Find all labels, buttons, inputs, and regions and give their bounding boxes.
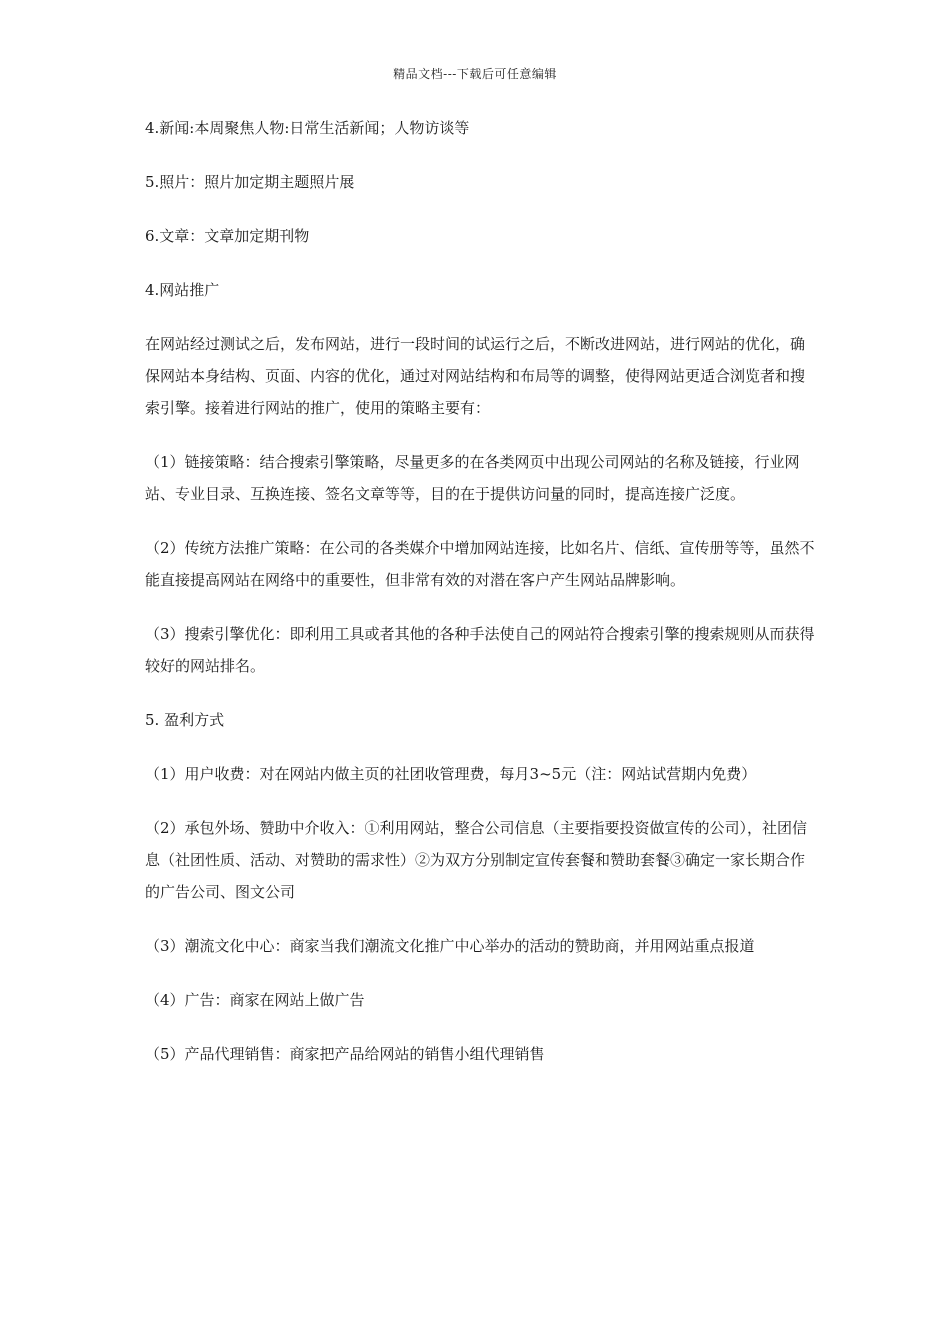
paragraph-articles: 6.文章：文章加定期刊物 — [145, 227, 310, 245]
paragraph-sponsorship: （2）承包外场、赞助中介收入：①利用网站，整合公司信息（主要指要投资做宣传的公司），社团信息（社团性质、活动、对赞助的需求性）②为双方分别制定宣传套餐和赞助套餐③确定一家长期合作的广告公司、图文公司 — [145, 819, 808, 901]
paragraph-agency-sales: （5）产品代理销售：商家把产品给网站的销售小组代理销售 — [145, 1045, 545, 1063]
paragraph-photos: 5.照片：照片加定期主题照片展 — [145, 173, 355, 191]
paragraph-user-fees: （1）用户收费：对在网站内做主页的社团收管理费，每月3~5元（注：网站试营期内免费） — [145, 765, 757, 783]
section-heading-profit: 5. 盈利方式 — [145, 711, 225, 729]
paragraph-promotion-intro: 在网站经过测试之后，发布网站，进行一段时间的试运行之后，不断改进网站，进行网站的优化，确保网站本身结构、页面、内容的优化，通过对网站结构和布局等的调整，使得网站更适合浏览者和搜索引擎。接着进行网站的推广，使用的策略主要有： — [145, 335, 806, 417]
paragraph-culture-center: （3）潮流文化中心：商家当我们潮流文化推广中心举办的活动的赞助商，并用网站重点报道 — [145, 937, 755, 955]
paragraph-traditional-strategy: （2）传统方法推广策略：在公司的各类媒介中增加网站连接，比如名片、信纸、宣传册等等，虽然不能直接提高网站在网络中的重要性，但非常有效的对潜在客户产生网站品牌影响。 — [145, 539, 815, 589]
section-heading-promotion: 4.网站推广 — [145, 281, 220, 299]
paragraph-seo: （3）搜索引擎优化：即利用工具或者其他的各种手法使自己的网站符合搜索引擎的搜索规则从而获得较好的网站排名。 — [145, 625, 815, 675]
paragraph-advertising: （4）广告：商家在网站上做广告 — [145, 991, 365, 1009]
document-body — [145, 112, 815, 1092]
paragraph-news: 4.新闻:本周聚焦人物:日常生活新闻；人物访谈等 — [145, 119, 470, 137]
page-header: 精品文档---下载后可任意编辑 — [393, 67, 557, 81]
paragraph-link-strategy: （1）链接策略：结合搜索引擎策略，尽量更多的在各类网页中出现公司网站的名称及链接，行业网站、专业目录、互换连接、签名文章等等，目的在于提供访问量的同时，提高连接广泛度。 — [145, 453, 800, 503]
